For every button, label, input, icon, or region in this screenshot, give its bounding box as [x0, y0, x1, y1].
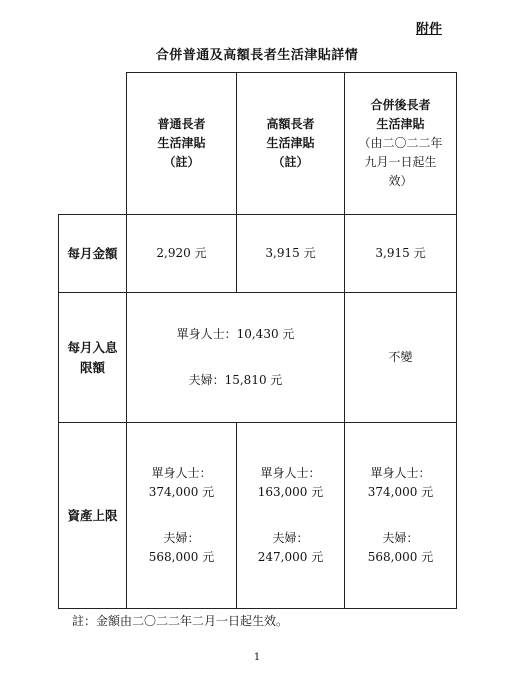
income-limit-label-line: 每月入息 [67, 339, 118, 355]
header-line: 生活津貼 [376, 116, 425, 131]
income-limit-single: 單身人士：10,430 元 [176, 327, 295, 342]
asset-single-label: 單身人士： [370, 466, 431, 481]
income-limit-label-line: 限額 [79, 359, 105, 375]
header-merged-allowance [345, 73, 457, 215]
asset-couple-value: 568,000 元 [148, 549, 215, 564]
monthly-amount-row [59, 215, 457, 293]
blank-corner-cell [59, 73, 127, 215]
header-line: 九月一日起生 [364, 155, 437, 170]
asset-single-label: 單身人士： [151, 466, 212, 481]
income-limit-values [127, 293, 345, 423]
header-row [59, 73, 457, 215]
asset-couple-label: 夫婦： [382, 530, 419, 545]
asset-couple-value: 247,000 元 [257, 549, 324, 564]
income-limit-row [59, 293, 457, 423]
header-line: 合併後長者 [370, 97, 431, 112]
allowance-table [58, 72, 457, 609]
asset-couple-value: 568,000 元 [367, 549, 434, 564]
header-line: 生活津貼 [266, 135, 315, 150]
header-line: （註） [163, 155, 200, 170]
asset-single-value: 163,000 元 [257, 485, 324, 500]
footnote: 註：金額由二〇二二年二月一日起生效。 [72, 614, 289, 628]
asset-limit-label: 資產上限 [59, 423, 127, 609]
monthly-amount-higher: 3,915 元 [237, 215, 345, 293]
header-line: 效） [388, 174, 413, 189]
page-number: 1 [253, 652, 261, 663]
asset-single-label: 單身人士： [260, 466, 321, 481]
income-limit-label [59, 293, 127, 423]
asset-couple-label: 夫婦： [163, 530, 200, 545]
asset-limit-higher [237, 423, 345, 609]
header-line: （註） [272, 155, 309, 170]
header-higher-allowance [237, 73, 345, 215]
header-line: 生活津貼 [157, 135, 206, 150]
header-normal-allowance [127, 73, 237, 215]
asset-single-value: 374,000 元 [148, 485, 215, 500]
asset-limit-row [59, 423, 457, 609]
asset-couple-label: 夫婦： [272, 530, 309, 545]
income-limit-couple: 夫婦：15,810 元 [188, 372, 283, 387]
asset-limit-normal [127, 423, 237, 609]
income-limit-merged: 不變 [345, 293, 457, 423]
monthly-amount-normal: 2,920 元 [127, 215, 237, 293]
asset-limit-merged [345, 423, 457, 609]
asset-single-value: 374,000 元 [367, 485, 434, 500]
monthly-amount-merged: 3,915 元 [345, 215, 457, 293]
header-line: 高額長者 [266, 116, 315, 131]
document-title: 合併普通及高額長者生活津貼詳情 [155, 48, 359, 63]
monthly-amount-label: 每月金額 [59, 215, 127, 293]
header-line: （由二〇二二年 [358, 135, 443, 150]
attachment-label: 附件 [415, 22, 442, 37]
header-line: 普通長者 [157, 116, 206, 131]
